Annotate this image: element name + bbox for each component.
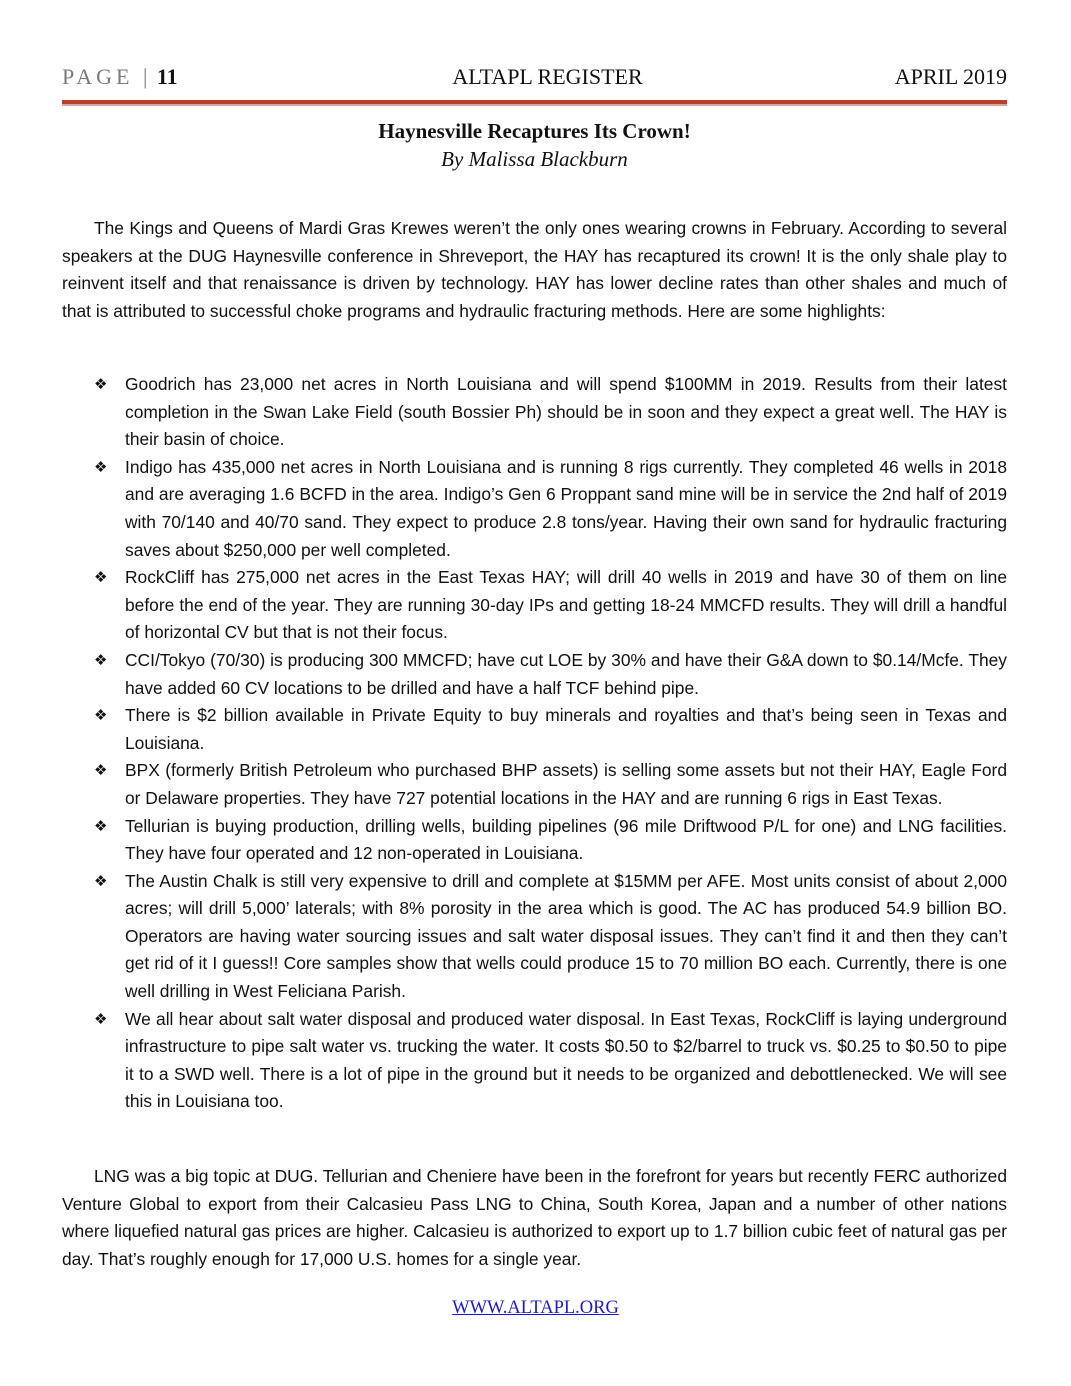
page-header bbox=[62, 62, 1007, 96]
footer bbox=[0, 1298, 1071, 1319]
list-item bbox=[62, 868, 1007, 1006]
diamond-bullet-icon: ❖ bbox=[94, 871, 108, 890]
list-item-text: There is $2 billion available in Private Equity to buy minerals and royalties and that’s being seen in Texas and Louisiana. bbox=[125, 705, 1007, 753]
page-label: PAGE bbox=[62, 64, 134, 89]
page-number: 11 bbox=[156, 64, 178, 89]
list-item-text: Indigo has 435,000 net acres in North Louisiana and is running 8 rigs currently. They completed 46 wells in 2018 and are averaging 1.6 BCFD in the area. Indigo’s Gen 6 Proppant sand mine will be in service the 2nd half of 2019 with 70/140 and 40/70 sand. They expect to produce 2.8 tons/year. Having their own sand for hydraulic fracturing saves about $250,000 per well completed. bbox=[125, 456, 1007, 560]
publication-title: ALTAPL REGISTER bbox=[452, 64, 643, 89]
diamond-bullet-icon: ❖ bbox=[94, 568, 108, 587]
list-item bbox=[62, 454, 1007, 564]
list-item bbox=[62, 564, 1007, 647]
intro-paragraph: The Kings and Queens of Mardi Gras Krewes weren’t the only ones wearing crowns in February. According to several speakers at the DUG Haynesville conference in Shreveport, the HAY has recaptured its crown! It is the only shale play to reinvent itself and that renaissance is driven by technology. HAY has lower decline rates than other shales and much of that is attributed to successful choke programs and hydraulic fracturing methods. Here are some highlights: bbox=[62, 218, 1007, 321]
list-item-text: We all hear about salt water disposal and produced water disposal. In East Texas, RockCliff is laying underground infrastructure to pipe salt water vs. trucking the water. It costs $0.50 to $2/barrel to truck vs. $0.25 to $0.50 to pipe it to a SWD well. There is a lot of pipe in the ground but it needs to be organized and debottlenecked. We will see this in Louisiana too. bbox=[125, 1008, 1007, 1112]
article-title: Haynesville Recaptures Its Crown! bbox=[378, 119, 691, 143]
list-item-text: CCI/Tokyo (70/30) is producing 300 MMCFD; have cut LOE by 30% and have their G&A down to $0.14/Mcfe. They have added 60 CV locations to be drilled and have a half TCF behind pipe. bbox=[125, 649, 1007, 698]
list-item bbox=[62, 647, 1007, 702]
page-separator: | bbox=[142, 64, 148, 89]
diamond-bullet-icon: ❖ bbox=[94, 375, 108, 393]
diamond-bullet-icon: ❖ bbox=[94, 761, 108, 780]
list-item-text: Tellurian is buying production, drilling wells, building pipelines (96 mile Driftwood P/L for one) and LNG facilities. They have four operated and 12 non-operated in Louisiana. bbox=[125, 815, 1007, 864]
list-item bbox=[62, 757, 1007, 812]
list-item bbox=[62, 702, 1007, 757]
diamond-bullet-icon: ❖ bbox=[94, 706, 108, 725]
list-item-text: The Austin Chalk is still very expensive to drill and complete at $15MM per AFE. Most units consist of about 2,000 acres; will drill 5,000’ laterals; with 8% porosity in the area which is good. The AC has produced 54.9 billion BO. Operators are having water sourcing issues and salt water disposal issues. They can’t find it and then they can’t get rid of it I guess!! Core samples show that wells could produce 15 to 70 million BO each. Currently, there is one well drilling in West Feliciana Parish. bbox=[125, 870, 1007, 1002]
website-link[interactable]: WWW.ALTAPL.ORG bbox=[452, 1298, 619, 1318]
header-rule-shadow bbox=[62, 104, 1007, 106]
article-byline: By Malissa Blackburn bbox=[441, 147, 628, 171]
list-item-text: Goodrich has 23,000 net acres in North Louisiana and will spend $100MM in 2019. Results from their latest completion in the Swan Lake Field (south Bossier Ph) should be in soon and they expect a great well. The HAY is their basin of choice. bbox=[125, 374, 1007, 450]
diamond-bullet-icon: ❖ bbox=[94, 1009, 108, 1028]
diamond-bullet-icon: ❖ bbox=[94, 457, 108, 476]
diamond-bullet-icon: ❖ bbox=[94, 650, 108, 669]
list-item-text: RockCliff has 275,000 net acres in the East Texas HAY; will drill 40 wells in 2019 and have 30 of them on line before the end of the year. They are running 30-day IPs and getting 18-24 MMCFD results. They will drill a handful of horizontal CV but that is not their focus. bbox=[125, 567, 1007, 643]
diamond-bullet-icon: ❖ bbox=[94, 816, 108, 835]
highlights-list bbox=[62, 371, 1007, 1116]
closing-paragraph: LNG was a big topic at DUG. Tellurian and Cheniere have been in the forefront for years but recently FERC authorized Venture Global to export from their Calcasieu Pass LNG to China, South Korea, Japan and a number of other nations where liquefied natural gas prices are higher. Calcasieu is authorized to export up to 1.7 billion cubic feet of natural gas per day. That’s roughly enough for 17,000 U.S. homes for a single year. bbox=[62, 1166, 1007, 1269]
list-item-text: BPX (formerly British Petroleum who purchased BHP assets) is selling some assets but not their HAY, Eagle Ford or Delaware properties. They have 727 potential locations in the HAY and are running 6 rigs in East Texas. bbox=[125, 760, 1007, 808]
list-item bbox=[62, 371, 1007, 454]
list-item bbox=[62, 813, 1007, 868]
issue-date: APRIL 2019 bbox=[894, 64, 1007, 89]
list-item bbox=[62, 1006, 1007, 1116]
